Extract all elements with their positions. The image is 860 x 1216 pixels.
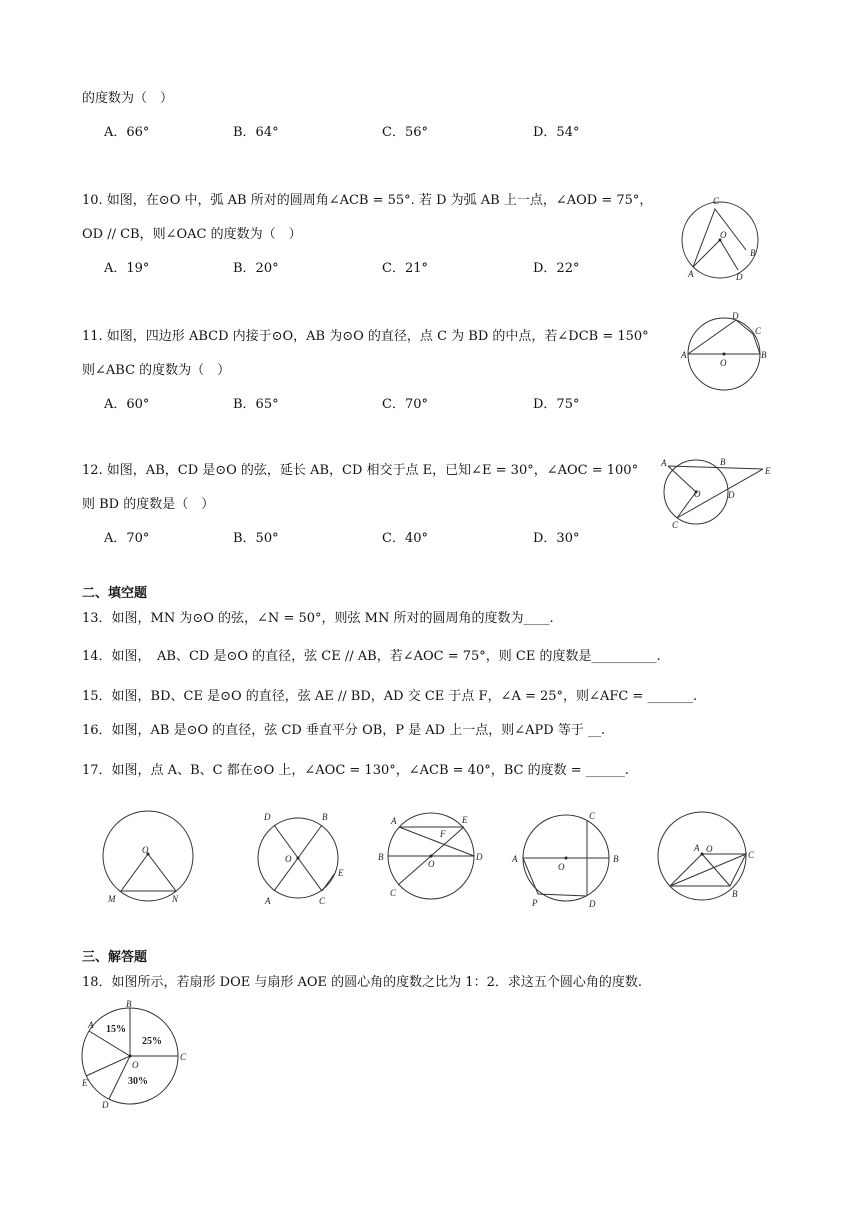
- fig15-label-e: E: [462, 815, 468, 825]
- q9-option-d[interactable]: D．54°: [533, 125, 580, 140]
- fig14-label-o: O: [285, 854, 292, 864]
- fig16-label-d: D: [589, 899, 596, 909]
- fig18-pct-cd: 30%: [128, 1076, 148, 1087]
- q10-label-d: D: [736, 272, 743, 282]
- section-solve-title: 三、解答题: [82, 950, 148, 965]
- q12-label-a: A: [661, 458, 667, 468]
- fig18-pct-bc: 25%: [142, 1036, 162, 1047]
- q12-stem-line2: 则 BD 的度数是（ ）: [82, 497, 215, 512]
- q11-label-o: O: [720, 358, 727, 368]
- q9-stem-tail: 的度数为（ ）: [82, 91, 174, 106]
- q12-option-b[interactable]: B．50°: [233, 531, 279, 546]
- q17-stem: 17．如图，点 A、B、C 都在⊙O 上，∠AOC = 130°，∠ACB = 40°，BC 的度数 = ______.: [82, 763, 629, 778]
- fig18-label-a: A: [88, 1020, 94, 1030]
- q11-label-d: D: [732, 311, 739, 321]
- q12-option-a[interactable]: A．70°: [104, 531, 150, 546]
- q9-option-a[interactable]: A．66°: [104, 125, 150, 140]
- fig14-label-a: A: [265, 896, 271, 906]
- q13-stem: 13．如图，MN 为⊙O 的弦，∠N = 50°，则弦 MN 所对的圆周角的度数为____.: [82, 611, 554, 626]
- fig16-label-o: O: [558, 862, 565, 872]
- q10-label-a: A: [688, 269, 694, 279]
- fig17-label-b: B: [732, 889, 738, 899]
- fig14-label-c: C: [319, 896, 326, 906]
- fig15-label-f: F: [440, 829, 446, 839]
- q14-stem: 14．如图， AB、CD 是⊙O 的直径，弦 CE // AB，若∠AOC = 75°，则 CE 的度数是__________.: [82, 649, 661, 664]
- fig18-label-b: B: [126, 999, 132, 1009]
- fig18-label-c: C: [180, 1052, 187, 1062]
- q10-option-a[interactable]: A．19°: [104, 261, 150, 276]
- fig14-label-e: E: [338, 868, 344, 878]
- fig14-label-b: B: [322, 812, 328, 822]
- fig17: [650, 806, 762, 906]
- fig17-label-a-top: A: [694, 843, 700, 853]
- q12-label-c: C: [672, 520, 679, 530]
- fig18-label-o: O: [132, 1060, 139, 1070]
- fig13-label-m: M: [108, 894, 116, 904]
- fig13-label-n: N: [172, 894, 179, 904]
- fig18-pct-ab: 15%: [106, 1024, 126, 1035]
- fig15: [376, 806, 486, 906]
- section-fill-in-title: 二、填空题: [82, 586, 148, 601]
- q11-figure: [680, 310, 776, 394]
- q10-label-o: O: [720, 230, 727, 240]
- fig17-label-o: O: [706, 844, 713, 854]
- q11-stem-line1: 11. 如图，四边形 ABCD 内接于⊙O，AB 为⊙O 的直径，点 C 为 BD 的中点，若∠DCB = 150°: [82, 329, 649, 344]
- q9-option-c[interactable]: C．56°: [382, 125, 428, 140]
- q10-label-b: B: [750, 248, 756, 258]
- q11-stem-line2: 则∠ABC 的度数为（ ）: [82, 363, 231, 378]
- q10-figure: [676, 194, 768, 284]
- q16-stem: 16．如图，AB 是⊙O 的直径，弦 CD 垂直平分 OB，P 是 AD 上一点，则∠APD 等于 __.: [82, 723, 606, 738]
- fig13: [98, 806, 198, 906]
- fig17-label-c: C: [748, 850, 755, 860]
- q12-label-o: O: [694, 489, 701, 499]
- q10-option-d[interactable]: D．22°: [533, 261, 580, 276]
- fig15-label-a: A: [391, 816, 397, 826]
- fig13-label-o: O: [142, 845, 149, 855]
- q11-label-a: A: [681, 350, 687, 360]
- q12-stem-line1: 12. 如图，AB，CD 是⊙O 的弦，延长 AB，CD 相交于点 E，已知∠E = 30°，∠AOC = 100°: [82, 463, 639, 478]
- q11-label-b: B: [761, 350, 767, 360]
- q12-label-d: D: [728, 490, 735, 500]
- fig15-label-c: C: [390, 888, 397, 898]
- q15-stem: 15．如图，BD、CE 是⊙O 的直径，弦 AE // BD，AD 交 CE 于点 F，∠A = 25°，则∠AFC = _______.: [82, 689, 698, 704]
- q10-option-b[interactable]: B．20°: [233, 261, 279, 276]
- q12-option-d[interactable]: D．30°: [533, 531, 580, 546]
- q10-option-c[interactable]: C．21°: [382, 261, 428, 276]
- fig18-pie: [76, 998, 196, 1110]
- fig16: [510, 806, 628, 910]
- fig18-label-d: D: [102, 1100, 109, 1110]
- fig16-label-a: A: [512, 854, 518, 864]
- fig14-label-d: D: [264, 812, 271, 822]
- q10-stem-line2: OD // CB，则∠OAC 的度数为（ ）: [82, 227, 302, 242]
- fig15-label-o: O: [428, 859, 435, 869]
- fig15-label-d: D: [476, 852, 483, 862]
- fig18-label-e: E: [82, 1078, 88, 1088]
- fig16-label-b: B: [613, 854, 619, 864]
- q11-option-c[interactable]: C．70°: [382, 397, 428, 412]
- q18-stem: 18．如图所示，若扇形 DOE 与扇形 AOE 的圆心角的度数之比为 1：2．求这五个圆心角的度数.: [82, 975, 642, 990]
- fig16-label-c: C: [589, 811, 596, 821]
- q9-option-b[interactable]: B．64°: [233, 125, 279, 140]
- q12-option-c[interactable]: C．40°: [382, 531, 428, 546]
- q11-option-a[interactable]: A．60°: [104, 397, 150, 412]
- q10-stem-line1: 10. 如图，在⊙O 中，弧 AB 所对的圆周角∠ACB = 55°. 若 D 为弧 AB 上一点，∠AOD = 75°，: [82, 193, 653, 208]
- q11-option-b[interactable]: B．65°: [233, 397, 279, 412]
- q12-figure: [660, 452, 780, 532]
- q10-label-c: C: [713, 196, 720, 206]
- q11-label-c: C: [755, 326, 762, 336]
- fig15-label-b: B: [378, 852, 384, 862]
- q12-label-b: B: [720, 457, 726, 467]
- fig16-label-p: P: [532, 898, 538, 908]
- q12-label-e: E: [765, 466, 771, 476]
- q11-option-d[interactable]: D．75°: [533, 397, 580, 412]
- fig14: [252, 806, 352, 906]
